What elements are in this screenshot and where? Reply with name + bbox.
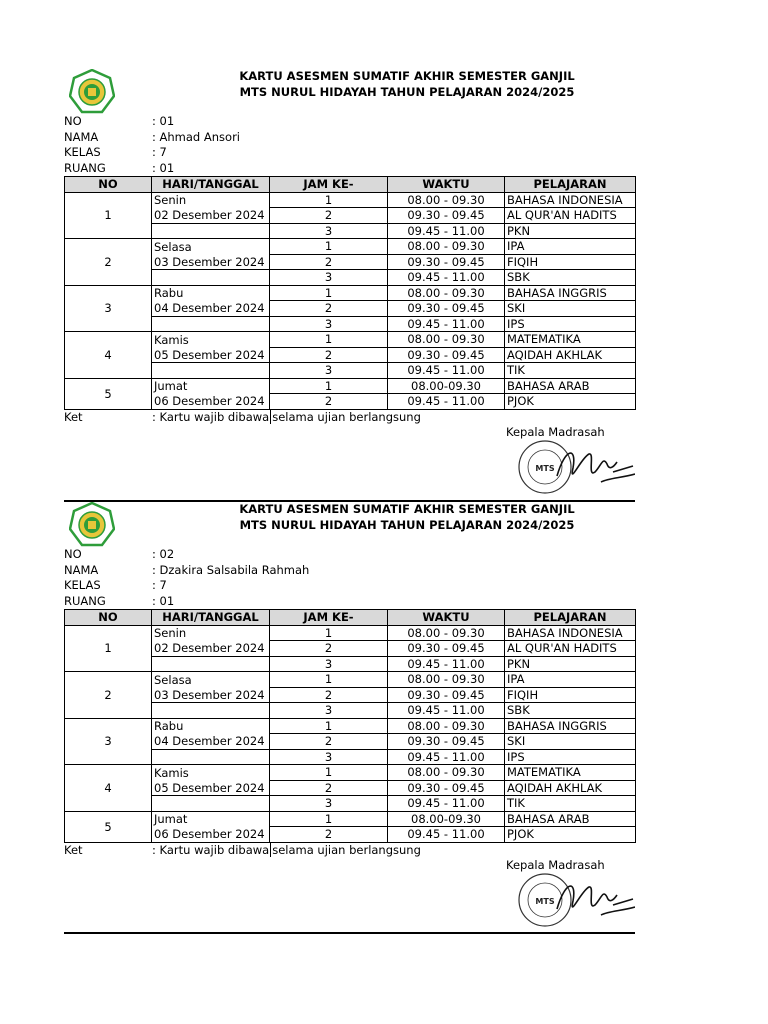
subject: PJOK <box>505 394 636 410</box>
subject: MATEMATIKA <box>505 765 636 781</box>
day-empty-cell <box>152 656 270 672</box>
day-number: 3 <box>65 285 152 332</box>
no-value: : 01 <box>152 114 175 128</box>
day-date: 06 Desember 2024 <box>152 394 270 410</box>
jam-number: 1 <box>270 285 388 301</box>
time-range: 09.45 - 11.00 <box>388 363 505 379</box>
note <box>64 843 421 857</box>
ruang-label: RUANG <box>64 160 106 175</box>
time-range: 09.45 - 11.00 <box>388 796 505 812</box>
day-empty-cell <box>152 316 270 332</box>
kelas-value: : 7 <box>152 145 167 159</box>
jam-number: 1 <box>270 718 388 734</box>
day-number: 1 <box>65 192 152 239</box>
time-range: 08.00 - 09.30 <box>388 672 505 688</box>
subject: SBK <box>505 270 636 286</box>
jam-number: 2 <box>270 687 388 703</box>
day-name: Selasa <box>152 672 270 688</box>
time-range: 09.45 - 11.00 <box>388 827 505 843</box>
jam-number: 1 <box>270 378 388 394</box>
day-date: 02 Desember 2024 <box>152 641 270 657</box>
col-header-pelajaran: PELAJARAN <box>505 177 636 193</box>
time-range: 09.30 - 09.45 <box>388 254 505 270</box>
subject: IPS <box>505 749 636 765</box>
col-header-no: NO <box>65 610 152 626</box>
ruang-value: : 01 <box>152 593 175 608</box>
schedule-table <box>64 609 636 843</box>
jam-number: 1 <box>270 239 388 255</box>
kelas-label: KELAS <box>64 145 101 159</box>
time-range: 09.30 - 09.45 <box>388 641 505 657</box>
subject: SKI <box>505 734 636 750</box>
subject: IPA <box>505 239 636 255</box>
jam-number: 1 <box>270 192 388 208</box>
day-name: Senin <box>152 625 270 641</box>
note-text-a: : Kartu wajib dibawa <box>152 843 270 857</box>
jam-number: 2 <box>270 254 388 270</box>
day-empty-cell <box>152 270 270 286</box>
jam-number: 3 <box>270 703 388 719</box>
table-row <box>65 239 636 255</box>
subject: TIK <box>505 796 636 812</box>
table-row <box>65 378 636 394</box>
time-range: 08.00-09.30 <box>388 378 505 394</box>
table-row <box>65 625 636 641</box>
day-empty-cell <box>152 703 270 719</box>
subject: SBK <box>505 703 636 719</box>
stamp-signature-icon <box>517 438 635 496</box>
time-range: 09.45 - 11.00 <box>388 316 505 332</box>
day-number: 3 <box>65 718 152 765</box>
jam-number: 3 <box>270 656 388 672</box>
table-row <box>65 285 636 301</box>
day-number: 4 <box>65 332 152 379</box>
school-logo-icon <box>69 69 115 115</box>
subject: BAHASA INGGRIS <box>505 718 636 734</box>
subject: PKN <box>505 656 636 672</box>
kelas-label: KELAS <box>64 578 101 592</box>
signer-title: Kepala Madrasah <box>506 858 605 872</box>
day-number: 1 <box>65 625 152 672</box>
time-range: 08.00 - 09.30 <box>388 192 505 208</box>
day-empty-cell <box>152 363 270 379</box>
jam-number: 3 <box>270 363 388 379</box>
col-header-waktu: WAKTU <box>388 177 505 193</box>
jam-number: 1 <box>270 811 388 827</box>
day-name: Rabu <box>152 718 270 734</box>
day-date: 06 Desember 2024 <box>152 827 270 843</box>
stamp-text: MTS <box>535 897 555 906</box>
jam-number: 2 <box>270 394 388 410</box>
jam-number: 3 <box>270 749 388 765</box>
subject: PKN <box>505 223 636 239</box>
subject: BAHASA ARAB <box>505 811 636 827</box>
day-number: 5 <box>65 378 152 409</box>
time-range: 08.00 - 09.30 <box>388 332 505 348</box>
jam-number: 3 <box>270 796 388 812</box>
time-range: 09.30 - 09.45 <box>388 780 505 796</box>
schedule-body <box>65 192 636 409</box>
subject: MATEMATIKA <box>505 332 636 348</box>
day-empty-cell <box>152 796 270 812</box>
nama-label: NAMA <box>64 562 99 577</box>
subject: AL QUR'AN HADITS <box>505 641 636 657</box>
no-label: NO <box>64 547 82 561</box>
card-title: KARTU ASESMEN SUMATIF AKHIR SEMESTER GANJIL <box>239 502 575 516</box>
kelas-value: : 7 <box>152 578 167 592</box>
jam-number: 3 <box>270 270 388 286</box>
exam-card-2 <box>0 493 768 933</box>
note-label: Ket <box>64 843 83 857</box>
day-name: Selasa <box>152 239 270 255</box>
nama-value: : Dzakira Salsabila Rahmah <box>152 562 310 577</box>
day-number: 4 <box>65 765 152 812</box>
table-row <box>65 811 636 827</box>
table-row <box>65 192 636 208</box>
subject: FIQIH <box>505 254 636 270</box>
ruang-label: RUANG <box>64 593 106 608</box>
note-text-b: selama ujian berlangsung <box>272 410 421 424</box>
subject: IPS <box>505 316 636 332</box>
note-text-a: : Kartu wajib dibawa <box>152 410 270 424</box>
time-range: 08.00 - 09.30 <box>388 285 505 301</box>
table-row <box>65 672 636 688</box>
day-empty-cell <box>152 749 270 765</box>
subject: BAHASA INDONESIA <box>505 625 636 641</box>
subject: SKI <box>505 301 636 317</box>
col-header-hari: HARI/TANGGAL <box>152 177 270 193</box>
subject: IPA <box>505 672 636 688</box>
col-header-hari: HARI/TANGGAL <box>152 610 270 626</box>
card-subtitle: MTS NURUL HIDAYAH TAHUN PELAJARAN 2024/2025 <box>239 85 575 99</box>
time-range: 08.00-09.30 <box>388 811 505 827</box>
student-info <box>64 547 309 609</box>
time-range: 09.30 - 09.45 <box>388 687 505 703</box>
jam-number: 1 <box>270 765 388 781</box>
time-range: 08.00 - 09.30 <box>388 239 505 255</box>
table-row <box>65 718 636 734</box>
time-range: 09.45 - 11.00 <box>388 749 505 765</box>
note-label: Ket <box>64 410 83 424</box>
jam-number: 3 <box>270 316 388 332</box>
day-date: 03 Desember 2024 <box>152 254 270 270</box>
time-range: 09.45 - 11.00 <box>388 703 505 719</box>
jam-number: 1 <box>270 672 388 688</box>
time-range: 09.45 - 11.00 <box>388 223 505 239</box>
day-name: Kamis <box>152 332 270 348</box>
subject: TIK <box>505 363 636 379</box>
stamp-signature-icon <box>517 871 635 929</box>
time-range: 09.30 - 09.45 <box>388 734 505 750</box>
col-header-jam: JAM KE- <box>270 177 388 193</box>
nama-label: NAMA <box>64 129 99 144</box>
jam-number: 1 <box>270 625 388 641</box>
jam-number: 1 <box>270 332 388 348</box>
day-date: 05 Desember 2024 <box>152 347 270 363</box>
col-header-jam: JAM KE- <box>270 610 388 626</box>
subject: AQIDAH AKHLAK <box>505 347 636 363</box>
subject: BAHASA INGGRIS <box>505 285 636 301</box>
no-label: NO <box>64 114 82 128</box>
subject: BAHASA INDONESIA <box>505 192 636 208</box>
stamp-text: MTS <box>535 464 555 473</box>
subject: FIQIH <box>505 687 636 703</box>
student-info <box>64 114 240 176</box>
time-range: 09.30 - 09.45 <box>388 301 505 317</box>
col-header-waktu: WAKTU <box>388 610 505 626</box>
card-separator-bottom <box>64 932 635 934</box>
jam-number: 2 <box>270 301 388 317</box>
schedule-body <box>65 625 636 842</box>
time-range: 08.00 - 09.30 <box>388 625 505 641</box>
signer-title: Kepala Madrasah <box>506 425 605 439</box>
note <box>64 410 421 424</box>
jam-number: 2 <box>270 208 388 224</box>
day-date: 04 Desember 2024 <box>152 734 270 750</box>
exam-card-1 <box>0 60 768 500</box>
col-header-no: NO <box>65 177 152 193</box>
day-date: 03 Desember 2024 <box>152 687 270 703</box>
time-range: 09.30 - 09.45 <box>388 347 505 363</box>
day-name: Jumat <box>152 811 270 827</box>
jam-number: 2 <box>270 734 388 750</box>
time-range: 09.30 - 09.45 <box>388 208 505 224</box>
col-header-pelajaran: PELAJARAN <box>505 610 636 626</box>
subject: AQIDAH AKHLAK <box>505 780 636 796</box>
day-date: 04 Desember 2024 <box>152 301 270 317</box>
time-range: 09.45 - 11.00 <box>388 656 505 672</box>
jam-number: 2 <box>270 641 388 657</box>
jam-number: 3 <box>270 223 388 239</box>
day-number: 2 <box>65 239 152 286</box>
day-name: Rabu <box>152 285 270 301</box>
jam-number: 2 <box>270 347 388 363</box>
time-range: 08.00 - 09.30 <box>388 718 505 734</box>
time-range: 09.45 - 11.00 <box>388 394 505 410</box>
jam-number: 2 <box>270 780 388 796</box>
note-text-b: selama ujian berlangsung <box>272 843 421 857</box>
day-date: 05 Desember 2024 <box>152 780 270 796</box>
day-number: 2 <box>65 672 152 719</box>
subject: BAHASA ARAB <box>505 378 636 394</box>
no-value: : 02 <box>152 547 175 561</box>
day-name: Senin <box>152 192 270 208</box>
subject: AL QUR'AN HADITS <box>505 208 636 224</box>
day-date: 02 Desember 2024 <box>152 208 270 224</box>
card-title: KARTU ASESMEN SUMATIF AKHIR SEMESTER GANJIL <box>239 69 575 83</box>
day-number: 5 <box>65 811 152 842</box>
ruang-value: : 01 <box>152 160 175 175</box>
table-row <box>65 332 636 348</box>
card-subtitle: MTS NURUL HIDAYAH TAHUN PELAJARAN 2024/2025 <box>239 518 575 532</box>
school-logo-icon <box>69 502 115 548</box>
table-row <box>65 765 636 781</box>
subject: PJOK <box>505 827 636 843</box>
time-range: 08.00 - 09.30 <box>388 765 505 781</box>
day-name: Jumat <box>152 378 270 394</box>
schedule-table <box>64 176 636 410</box>
day-empty-cell <box>152 223 270 239</box>
day-name: Kamis <box>152 765 270 781</box>
nama-value: : Ahmad Ansori <box>152 129 240 144</box>
jam-number: 2 <box>270 827 388 843</box>
time-range: 09.45 - 11.00 <box>388 270 505 286</box>
